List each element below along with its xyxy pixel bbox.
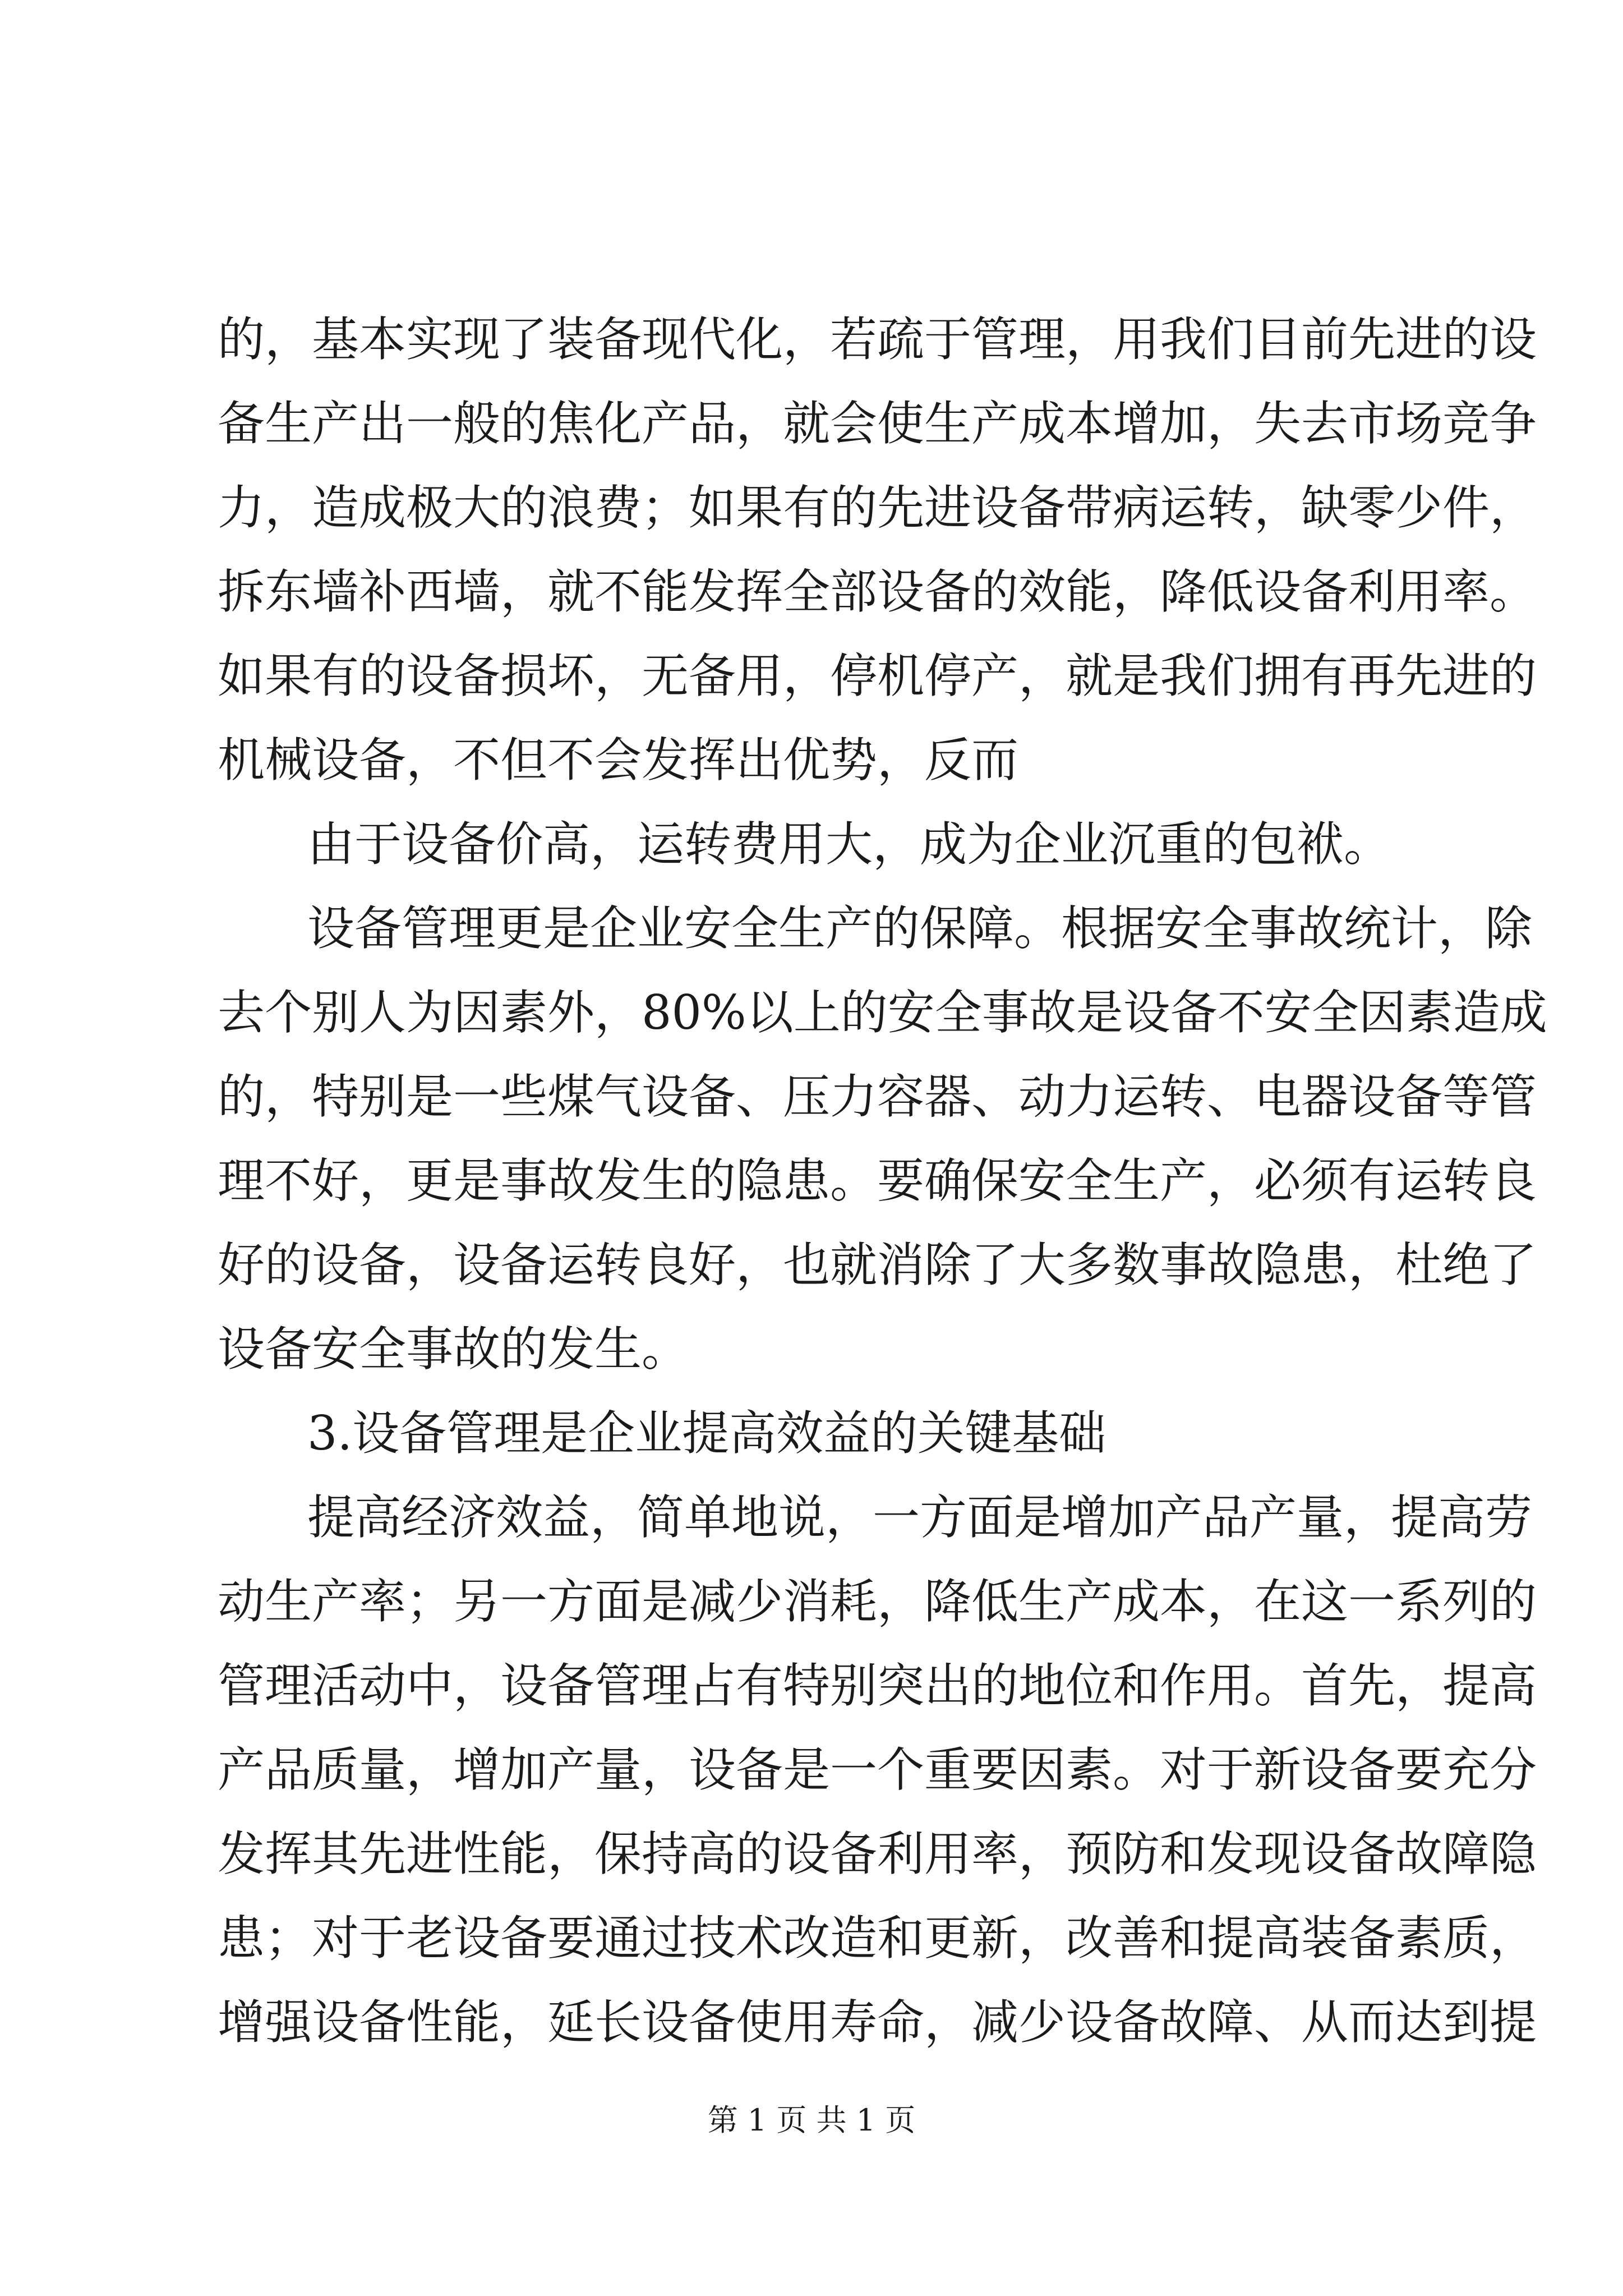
- text-line: 力，造成极大的浪费；如果有的先进设备带病运转，缺零少件，: [218, 480, 1537, 535]
- text-line: 机械设备，不但不会发挥出优势，反而: [218, 733, 1019, 788]
- text-line: 患；对于老设备要通过技术改造和更新，改善和提高装备素质，: [218, 1911, 1537, 1966]
- text-line: 如果有的设备损坏，无备用，停机停产，就是我们拥有再先进的: [218, 648, 1537, 703]
- text-line: 理不好，更是事故发生的隐患。要确保安全生产，必须有运转良: [218, 1153, 1537, 1208]
- text-line: 由于设备价高，运转费用大，成为企业沉重的包袱。: [307, 817, 1391, 872]
- section-heading: 3.设备管理是企业提高效益的关键基础: [307, 1406, 1106, 1461]
- text-line: 的，基本实现了装备现代化，若疏于管理，用我们目前先进的设: [218, 312, 1537, 367]
- text-line: 增强设备性能，延长设备使用寿命，减少设备故障、从而达到提: [218, 1995, 1537, 2050]
- text-line: 产品质量，增加产量，设备是一个重要因素。对于新设备要充分: [218, 1742, 1537, 1797]
- paragraph-start-line: 提高经济效益，简单地说，一方面是增加产品产量，提高劳: [307, 1490, 1533, 1545]
- text-line: 管理活动中，设备管理占有特别突出的地位和作用。首先，提高: [218, 1658, 1537, 1713]
- text-line: 好的设备，设备运转良好，也就消除了大多数事故隐患，杜绝了: [218, 1237, 1537, 1292]
- text-line: 设备安全事故的发生。: [218, 1322, 689, 1377]
- page-footer: 第 1 页 共 1 页: [707, 2102, 916, 2138]
- text-line: 去个别人为因素外，80%以上的安全事故是设备不安全因素造成: [218, 985, 1547, 1040]
- text-line: 拆东墙补西墙，就不能发挥全部设备的效能，降低设备利用率。: [218, 564, 1537, 619]
- text-line: 备生产出一般的焦化产品，就会使生产成本增加，失去市场竞争: [218, 396, 1537, 451]
- text-line: 发挥其先进性能，保持高的设备利用率，预防和发现设备故障隐: [218, 1826, 1537, 1881]
- text-line: 的，特别是一些煤气设备、压力容器、动力运转、电器设备等管: [218, 1069, 1537, 1124]
- text-line: 动生产率；另一方面是减少消耗，降低生产成本，在这一系列的: [218, 1574, 1537, 1629]
- paragraph-start-line: 设备管理更是企业安全生产的保障。根据安全事故统计，除: [307, 901, 1533, 956]
